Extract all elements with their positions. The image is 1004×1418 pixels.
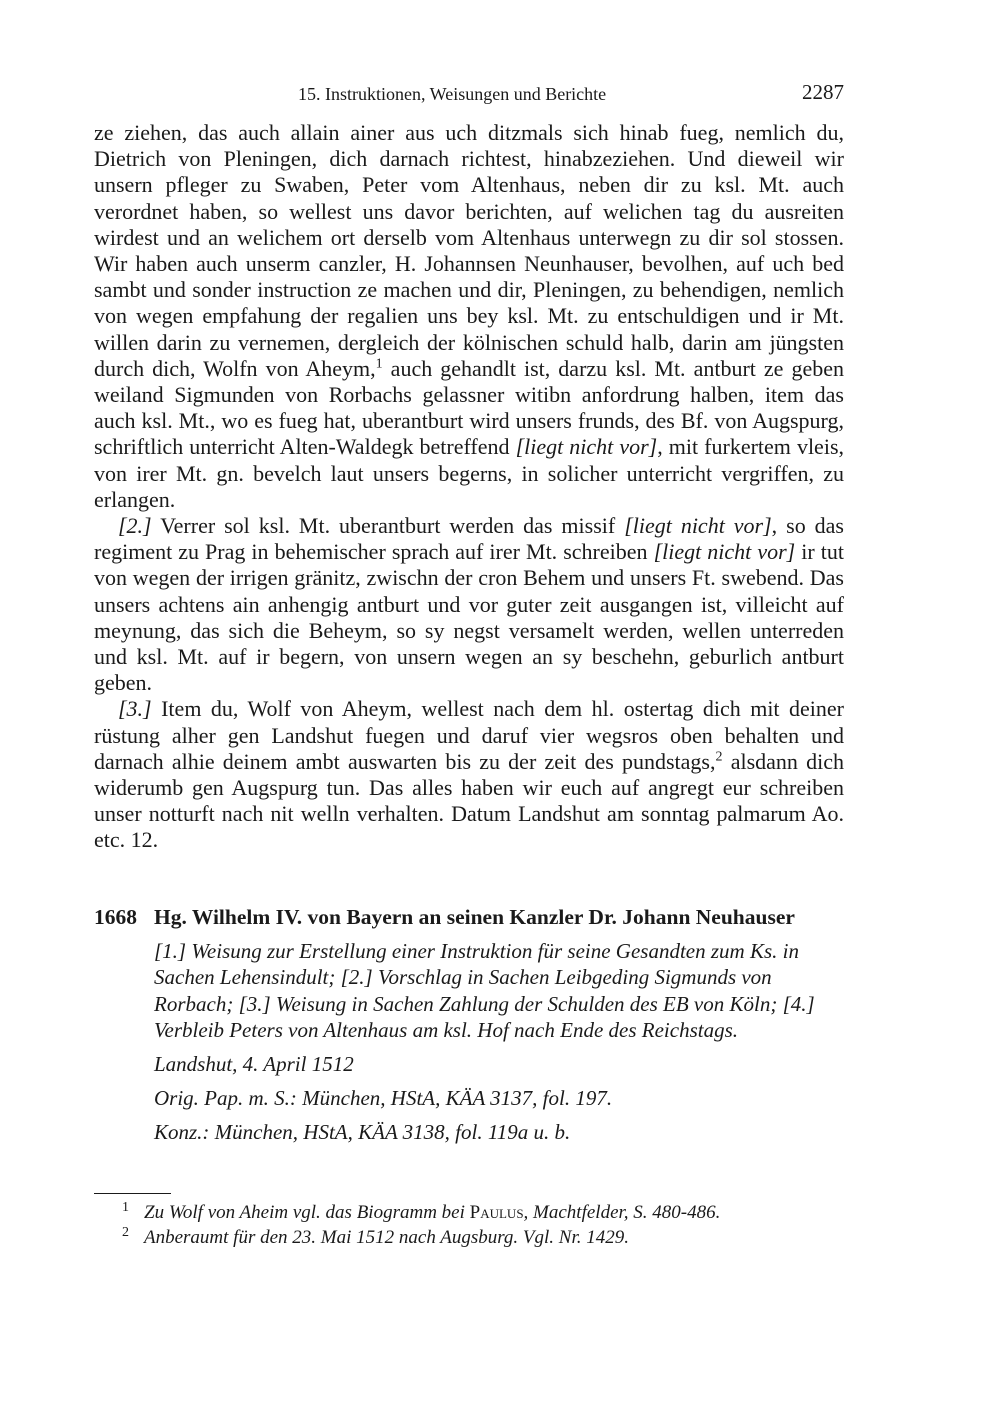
entry-heading: [94, 902, 844, 932]
footnote-1-text-a: Zu Wolf von Aheim vgl. das Biogramm bei: [144, 1202, 470, 1223]
footnote-2: [94, 1225, 844, 1250]
paragraph-3-text-b: alsdann dich widerumb gen Augspurg tun. Das alles haben wir euch auf angregt eur schreiben unser notturft nach nit welln verhalten. Datum Landshut am sonntag palmarum Ao. etc. 12.: [94, 748, 844, 853]
running-head: [94, 80, 844, 108]
paragraph-2-text-a: Verrer sol ksl. Mt. uberantburt werden das missif: [151, 513, 625, 539]
entry-number: 1668: [94, 905, 137, 929]
footnote-rule: [94, 1193, 171, 1194]
footnote-1-text-b: , Machtfelder, S. 480-486.: [523, 1202, 721, 1223]
editorial-note: [liegt nicht vor]: [515, 434, 658, 460]
paragraph-3: [94, 696, 844, 853]
body-text: [94, 120, 844, 854]
footnote-mark: 2: [122, 1225, 129, 1240]
paragraph-1: [94, 120, 844, 513]
document-entry: [94, 902, 844, 1145]
editorial-note: [liegt nicht vor]: [653, 539, 796, 565]
paragraph-3-number: [3.]: [118, 696, 152, 722]
footnote-text: [144, 1200, 720, 1225]
paragraph-1-text-c: , mit furkertem vleis, von irer Mt. gn. bevelch laut unsers begerns, in solicher unterricht vergriffen, zu erlangen.: [94, 434, 845, 512]
paragraph-1-text-a: ze ziehen, das auch allain ainer aus uch ditzmals sich hinab fueg, nemlich du, Dietrich von Pleningen, dich darnach richtest, hinabzeziehen. Und dieweil wir unsern pfleger zu Swaben, Peter vom Altenhaus, neben dir zu ksl. Mt. auch verordnet haben, so wellest uns davor berichten, auf welichen tag du ausreiten wirdest und an welichem ort derselb vom Altenhaus unterwegn zu dir sol stossen. Wir haben auch unserm canzler, H. Johannsen Neunhauser, bevolhen, auf uch bed sambt und sonder instruction ze machen und dir, Pleningen, zu behendigen, nemlich von wegen empfahung der regalien uns bey ksl. Mt. zu entschuldigen und ir Mt. willen darin zu vernemen, dergleich der kölnischen schuld halb, darin am jüngsten durch dich, Wolfn von Aheym,: [94, 120, 844, 381]
paragraph-2-text-b: , so das regiment zu Prag in behemischer sprach auf irer Mt. schreiben: [94, 513, 844, 565]
footnote-author: Paulus: [469, 1202, 524, 1223]
footnote-mark: 1: [122, 1200, 129, 1215]
paragraph-2-number: [2.]: [118, 513, 152, 539]
page-number: 2287: [802, 80, 844, 104]
entry-place-date: Landshut, 4. April 1512: [154, 1052, 354, 1077]
footnote-ref-2: 2: [715, 749, 723, 765]
footnote-2-text: Anberaumt für den 23. Mai 1512 nach Augsburg. Vgl. Nr. 1429.: [144, 1227, 630, 1248]
running-head-title: 15. Instruktionen, Weisungen und Berichte: [298, 84, 607, 104]
footnote-ref-1: 1: [375, 356, 383, 372]
entry-source-original: Orig. Pap. m. S.: München, HStA, KÄA 3137, fol. 197.: [154, 1086, 613, 1111]
footnote-1: [94, 1200, 844, 1225]
editorial-note: [liegt nicht vor]: [624, 513, 772, 539]
entry-regest: [1.] Weisung zur Erstellung einer Instruktion für seine Gesandten zum Ks. in Sachen Lehensindult; [2.] Vorschlag in Sachen Leibgeding Sigmunds von Rorbach; [3.] Weisung in Sachen Zahlung der Schulden des EB von Köln; [4.] Verbleib Peters von Altenhaus am ksl. Hof nach Ende des Reichstags.: [154, 939, 815, 1042]
entry-title: Hg. Wilhelm IV. von Bayern an seinen Kanzler Dr. Johann Neuhauser: [154, 905, 795, 929]
paragraph-1-text-b: auch gehandlt ist, darzu ksl. Mt. antburt ze geben weiland Sigmunden von Rorbachs gelassner witibn anfordrung halben, item das auch ksl. Mt., wo es fueg hat, uberantburt wird unsers frunds, des Bf. von Augspurg, schriftlich unterricht Alten-Waldegk betreffend: [94, 355, 844, 460]
paragraph-2-text-c: ir tut von wegen der irrigen gränitz, zwischn der cron Behem und unsers Ft. swebend. Das unsers achtens ain anhengig antburt und vor guter zeit ausgangen ist, villeicht auf meynung, das sich die Beheym, so sy negst versamelt werden, wellen unterreden und ksl. Mt. auf ir begern, von unsern wegen an sy beschehn, geburlich antburt geben.: [94, 539, 844, 696]
footnote-text: [144, 1225, 629, 1250]
entry-source-draft: Konz.: München, HStA, KÄA 3138, fol. 119a u. b.: [154, 1120, 571, 1145]
paragraph-2: [94, 513, 844, 696]
entry-details: [154, 938, 844, 1145]
footnotes: [94, 1193, 844, 1250]
paragraph-3-text-a: Item du, Wolf von Aheym, wellest nach dem hl. ostertag dich mit deiner rüstung alher gen Landshut fuegen und daruf vier wegsros oben behalten und darnach alhie deinem ambt auswarten bis zu der zeit des pundstags,: [94, 696, 844, 774]
